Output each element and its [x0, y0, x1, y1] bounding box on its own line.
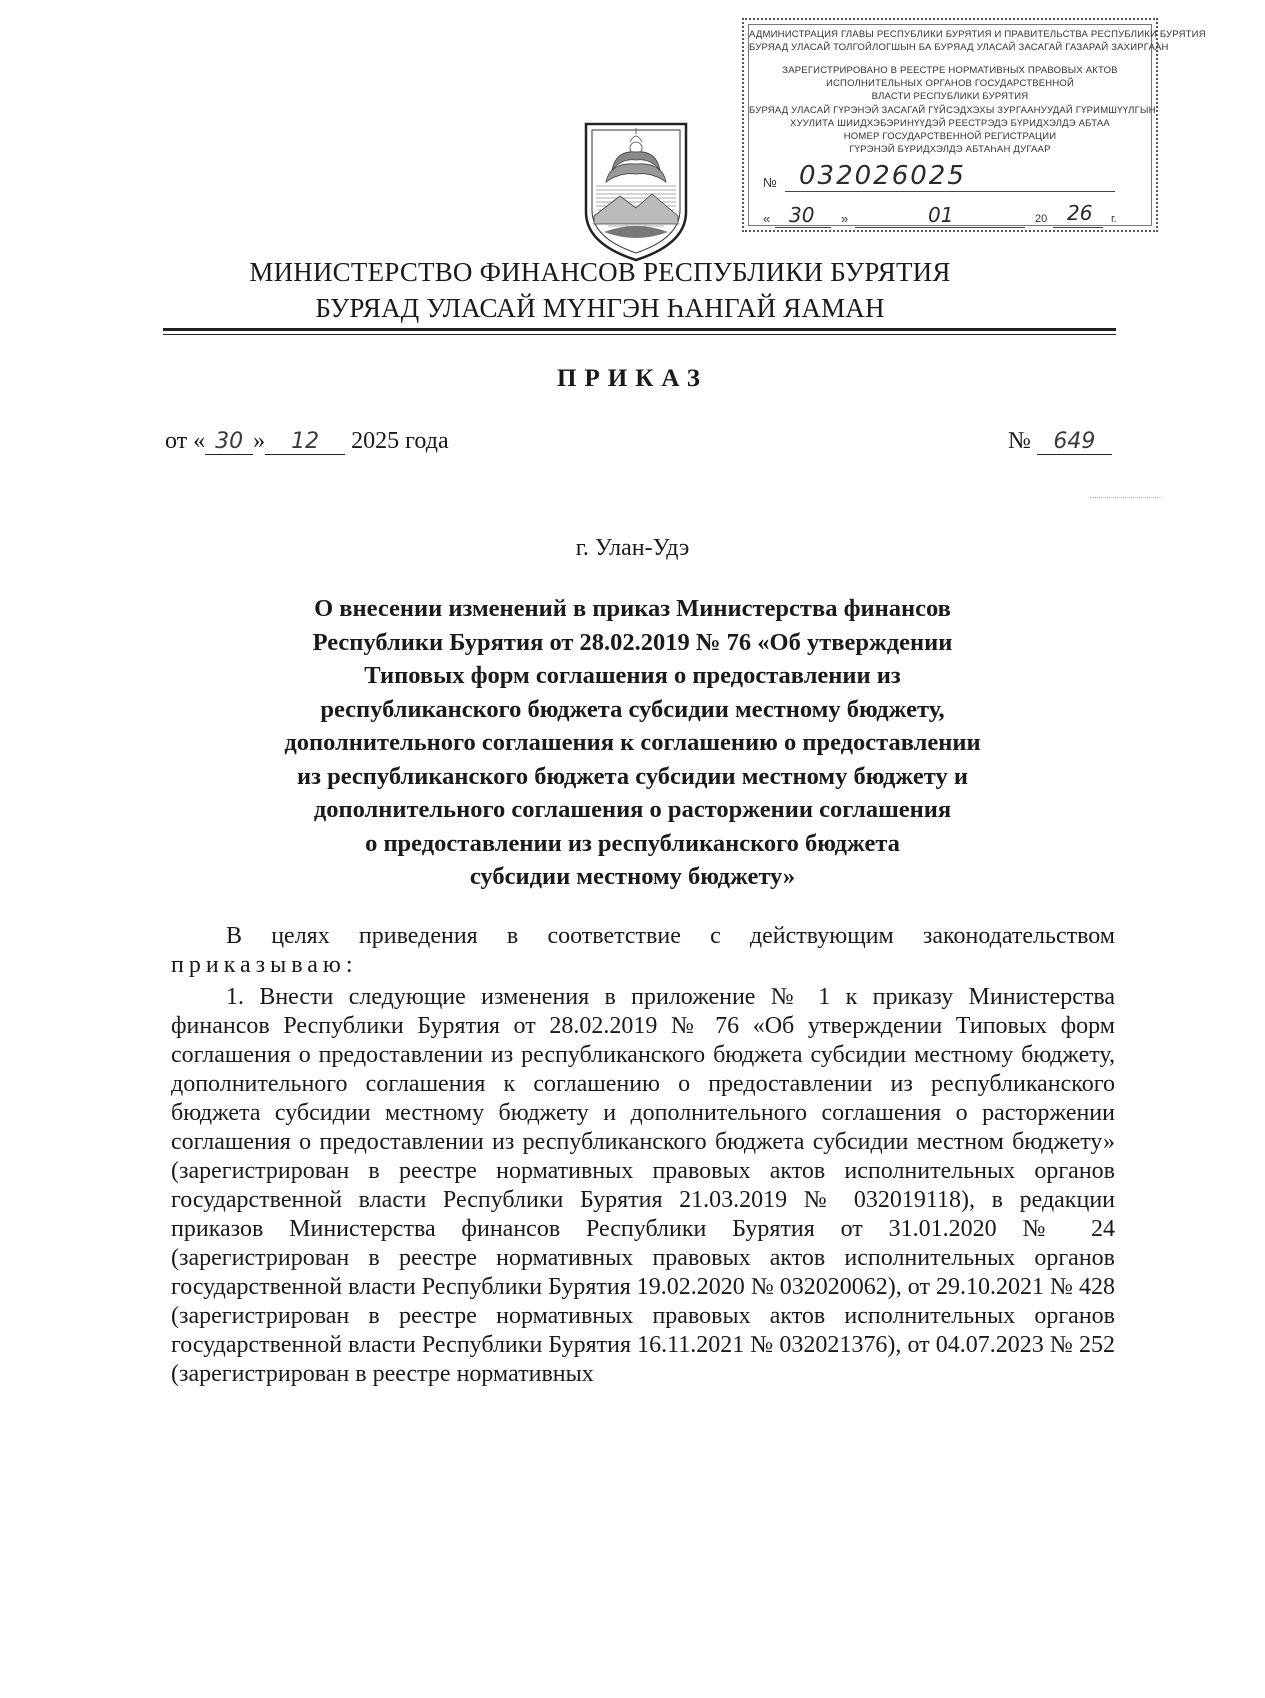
- order-city: г. Улан-Удэ: [575, 535, 690, 561]
- stamp-date-row: « 30 » 01 20 26 г.: [763, 201, 1117, 227]
- preamble: [171, 922, 1115, 980]
- title-line: Республики Бурятия от 28.02.2019 № 76 «Об утверждении: [312, 628, 953, 656]
- order-year: 2025 года: [345, 428, 449, 454]
- stamp-date-suffix: г.: [1111, 213, 1117, 225]
- stamp-date-century: 20: [1035, 213, 1048, 225]
- stamp-date-month: 01: [928, 203, 954, 227]
- order-number: [1008, 428, 1112, 455]
- scan-artifact: [1090, 497, 1162, 498]
- stamp-line: БУРЯАД УЛАСАЙ ГҮРЭНЭЙ ЗАСАГАЙ ГҮЙСЭДХЭХЫ ЗУРГААНУУДАЙ ГҮРИМШҮҮЛГЫН: [749, 105, 1156, 116]
- decree-word: приказываю:: [171, 952, 358, 978]
- paragraph-item-1: 1. Внести следующие изменения в приложение № 1 к приказу Министерства финансов Республики Бурятия от 28.02.2019 № 76 «Об утверждении Типовых форм соглашения о предоставлении из республиканского бюджета субсидии местному бюджету, дополнительного соглашения к соглашению о предоставлении из республиканского бюджета субсидии местному бюджету и дополнительного соглашения о расторжении соглашения о предоставлении из республиканского бюджета субсидии местном бюджету» (зарегистрирован в реестре нормативных правовых актов исполнительных органов государственной власти Республики Бурятия 21.03.2019 № 032019118), в редакции приказов Министерства финансов Республики Бурятия от 31.01.2020 № 24 (зарегистрирован в реестре нормативных правовых актов исполнительных органов государственной власти Республики Бурятия 19.02.2020 № 032020062), от 29.10.2021 № 428 (зарегистрирован в реестре нормативных правовых актов исполнительных органов государственной власти Республики Бурятия 16.11.2021 № 032021376), от 04.07.2023 № 252 (зарегистрирован в реестре нормативных: [171, 984, 1115, 1387]
- order-title: ПРИКАЗ: [557, 365, 708, 392]
- header-rule-thin: [163, 334, 1116, 335]
- stamp-month-underline: [855, 227, 1025, 228]
- title-line: о предоставлении из республиканского бюджета: [365, 829, 900, 857]
- stamp-line: ГҮРЭНЭЙ БҮРИДХЭЛДЭ АБТАҺАН ДУГААР: [849, 144, 1051, 155]
- title-line: дополнительного соглашения о расторжении соглашения: [313, 796, 952, 823]
- stamp-line: НОМЕР ГОСУДАРСТВЕННОЙ РЕГИСТРАЦИИ: [843, 131, 1057, 142]
- title-line: из республиканского бюджета субсидии местному бюджету и: [297, 762, 968, 790]
- title-line: республиканского бюджета субсидии местному бюджету,: [320, 695, 945, 723]
- stamp-number-label: №: [763, 175, 777, 190]
- stamp-frame: [748, 24, 1206, 227]
- order-number-value: 649: [1037, 429, 1112, 455]
- stamp-line: ЗАРЕГИСТРИРОВАНО В РЕЕСТРЕ НОРМАТИВНЫХ ПРАВОВЫХ АКТОВ: [782, 65, 1118, 76]
- stamp-line: ИСПОЛНИТЕЛЬНЫХ ОРГАНОВ ГОСУДАРСТВЕННОЙ: [825, 78, 1075, 89]
- title-line: Типовых форм соглашения о предоставлении из: [364, 662, 901, 689]
- stamp-date-day: 30: [789, 203, 815, 227]
- title-line: О внесении изменений в приказ Министерства финансов: [314, 595, 951, 622]
- registration-stamp: [742, 18, 1206, 232]
- coat-of-arms-icon: [580, 120, 692, 262]
- preamble-text: В целях приведения в соответствие с действующим законодательством: [226, 923, 1115, 949]
- stamp-date-year: 26: [1067, 201, 1093, 225]
- ministry-name-ru: МИНИСТЕРСТВО ФИНАНСОВ РЕСПУБЛИКИ БУРЯТИЯ: [249, 257, 951, 287]
- order-day: 30: [205, 429, 253, 455]
- stamp-number-underline: [785, 191, 1115, 192]
- document-title: [210, 592, 1055, 894]
- order-month: 12: [265, 429, 345, 455]
- order-date: [165, 428, 449, 455]
- ministry-name-bu: БУРЯАД УЛАСАЙ МҮНГЭН ҺАНГАЙ ЯАМАН: [315, 293, 885, 323]
- stamp-line: БУРЯАД УЛАСАЙ ТОЛГОЙЛОГШЫН БА БУРЯАД УЛАСАЙ ЗАСАГАЙ ГАЗАРАЙ ЗАХИРГААН: [749, 42, 1169, 53]
- date-mid: »: [253, 428, 266, 454]
- stamp-registration-number: 032026025: [799, 161, 966, 191]
- stamp-year-underline: [1053, 227, 1103, 228]
- stamp-line: ВЛАСТИ РЕСПУБЛИКИ БУРЯТИЯ: [871, 91, 1029, 102]
- stamp-line: ХУУЛИТА ШИИДХЭБЭРИНҮҮДЭЙ РЕЕСТРЭДЭ БҮРИДХЭЛДЭ АБТАА: [790, 118, 1110, 129]
- header-rule: [163, 328, 1116, 331]
- order-number-label: №: [1008, 428, 1037, 454]
- date-prefix: от «: [165, 428, 206, 454]
- stamp-date-underline: [775, 227, 831, 228]
- title-line: дополнительного соглашения к соглашению о предоставлении: [284, 729, 981, 756]
- stamp-line: АДМИНИСТРАЦИЯ ГЛАВЫ РЕСПУБЛИКИ БУРЯТИЯ И ПРАВИТЕЛЬСТВА РЕСПУБЛИКИ БУРЯТИЯ: [749, 29, 1206, 40]
- title-line: субсидии местному бюджету»: [469, 863, 796, 890]
